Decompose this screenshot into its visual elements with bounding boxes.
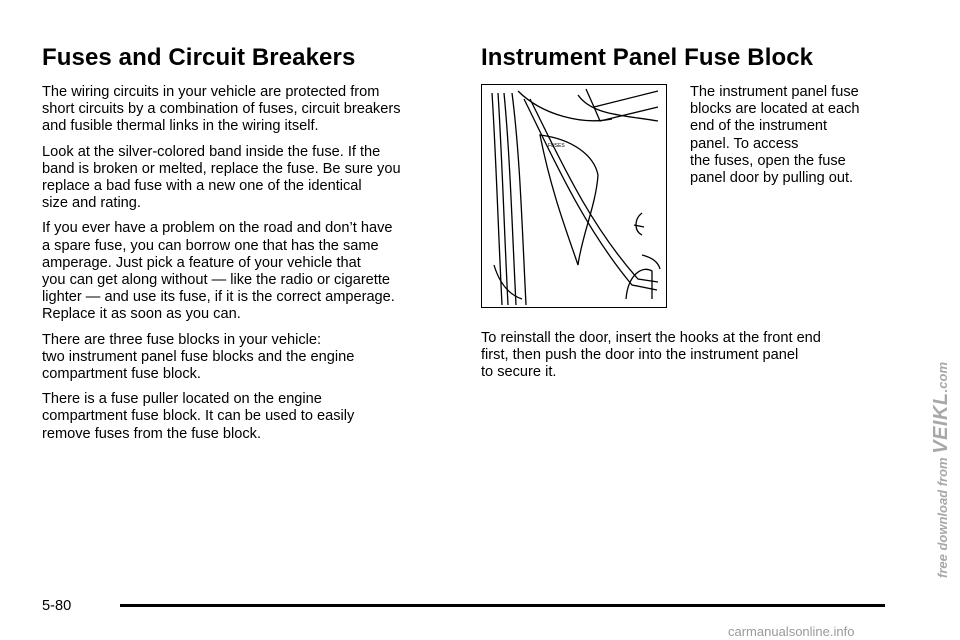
footer-site: carmanualsonline.info bbox=[728, 624, 855, 639]
fuse-panel-illustration bbox=[481, 84, 667, 308]
section-title-instrument-panel: Instrument Panel Fuse Block bbox=[481, 44, 814, 71]
reinstall-paragraph: To reinstall the door, insert the hooks at the front end first, then push the door into the instrument panel to secure it. bbox=[481, 330, 821, 381]
paragraph-5: There is a fuse puller located on the engine compartment fuse block. It can be used to easily remove fuses from the fuse block. bbox=[42, 391, 355, 442]
paragraph-3: If you ever have a problem on the road and don’t have a spare fuse, you can borrow one that has the same amperage. Just pick a feature of your vehicle that you can get along without — like the radio or cigarette lighter — and use its fuse, if it is the correct amperage. Replace it as soon as you can. bbox=[42, 220, 395, 323]
paragraph-1: The wiring circuits in your vehicle are protected from short circuits by a combination of fuses, circuit breakers and fusible thermal links in the wiring itself. bbox=[42, 84, 401, 135]
figure-row bbox=[481, 84, 901, 316]
figure-description: The instrument panel fuse blocks are located at each end of the instrument panel. To access the fuses, open the fuse panel door by pulling out. bbox=[690, 84, 860, 187]
fuses-figure-label: FUSES bbox=[548, 143, 565, 149]
paragraph-2: Look at the silver-colored band inside the fuse. If the band is broken or melted, replace the fuse. Be sure you replace a bad fuse with a new one of the identical size and rating. bbox=[42, 143, 401, 212]
page-number: 5-80 bbox=[42, 598, 72, 614]
watermark-text: free download from VEIKL.com bbox=[930, 362, 952, 578]
paragraph-4: There are three fuse blocks in your vehicle: two instrument panel fuse blocks and the engine compartment fuse block. bbox=[42, 331, 355, 383]
left-column bbox=[42, 44, 457, 451]
fuse-panel-drawing bbox=[482, 85, 666, 307]
footer-rule bbox=[120, 604, 885, 607]
right-column bbox=[481, 44, 901, 390]
section-title-fuses: Fuses and Circuit Breakers bbox=[42, 44, 356, 71]
